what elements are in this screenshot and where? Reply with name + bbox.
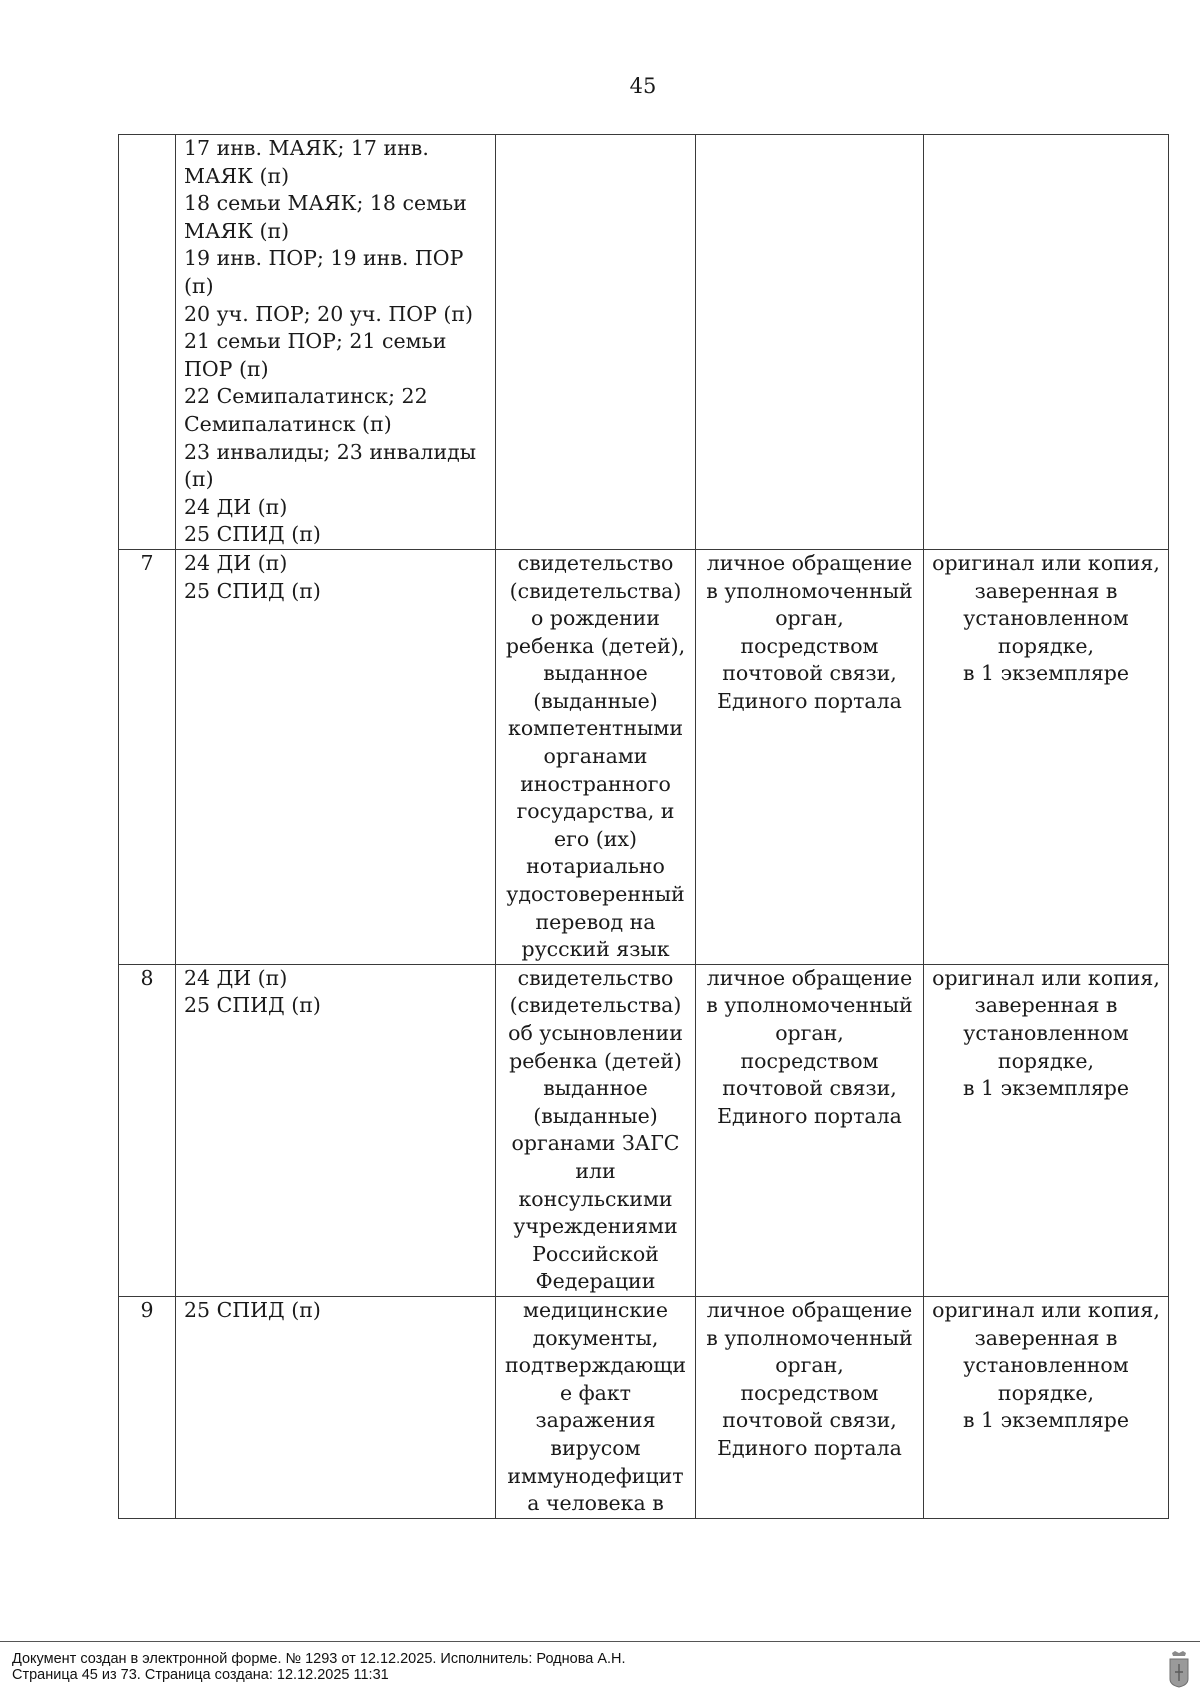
cell-text-line: органами ЗАГС bbox=[511, 1131, 680, 1156]
cell-text-line: нотариально bbox=[526, 854, 665, 879]
cell-text-line: Единого портала bbox=[717, 1435, 902, 1460]
cell-text-line: выданное bbox=[543, 1076, 648, 1101]
cell-text-line: орган, посредством bbox=[740, 606, 879, 658]
document-cell bbox=[496, 1296, 696, 1518]
category-cell bbox=[176, 135, 496, 550]
cell-text-line: орган, посредством bbox=[740, 1021, 879, 1073]
cell-text-line: 25 СПИД (п) bbox=[184, 1297, 321, 1322]
cell-text-line: заверенная в bbox=[974, 578, 1118, 603]
cell-text-line: (выданные) bbox=[533, 1103, 658, 1128]
document-cell bbox=[496, 964, 696, 1296]
cell-text-line: Единого портала bbox=[717, 1103, 902, 1128]
submission-method-cell bbox=[696, 964, 924, 1296]
cell-text-line: свидетельство bbox=[517, 550, 674, 575]
cell-text-line: 19 инв. ПОР; 19 инв. ПОР bbox=[184, 246, 464, 271]
cell-text-line: почтовой связи, bbox=[722, 661, 897, 686]
footer-line-1: Документ создан в электронной форме. № 1293 от 12.12.2025. Исполнитель: Роднова А.Н. bbox=[12, 1651, 626, 1667]
cell-text-line: (п) bbox=[184, 467, 214, 492]
documents-table bbox=[118, 134, 1169, 1519]
cell-text-line: Единого портала bbox=[717, 688, 902, 713]
document-form-cell bbox=[924, 549, 1169, 964]
cell-text-line: 24 ДИ (п) bbox=[184, 494, 288, 519]
cell-text-line: МАЯК (п) bbox=[184, 163, 290, 188]
cell-text-line: ПОР (п) bbox=[184, 356, 269, 381]
cell-text-line: оригинал или копия, bbox=[932, 550, 1160, 575]
cell-text-line: русский язык bbox=[521, 937, 670, 962]
cell-text-line: е факт bbox=[559, 1380, 632, 1405]
cell-text-line: заражения bbox=[535, 1408, 656, 1433]
cell-text-line: личное обращение bbox=[706, 550, 913, 575]
cell-text-line: 24 ДИ (п) bbox=[184, 550, 288, 575]
cell-text-line: государства, и bbox=[516, 799, 675, 824]
cell-text-line: иностранного bbox=[520, 771, 671, 796]
row-number-cell: 9 bbox=[119, 1296, 176, 1518]
page-number: 45 bbox=[629, 74, 657, 98]
cell-text-line: 17 инв. МАЯК; 17 инв. bbox=[184, 136, 429, 160]
footer-line-2: Страница 45 из 73. Страница создана: 12.12.2025 11:31 bbox=[12, 1667, 389, 1683]
cell-text-line: почтовой связи, bbox=[722, 1408, 897, 1433]
document-form-cell bbox=[924, 964, 1169, 1296]
cell-text-line: 25 СПИД (п) bbox=[184, 993, 321, 1018]
cell-text-line: в уполномоченный bbox=[706, 578, 913, 603]
coat-of-arms-icon bbox=[1168, 1650, 1190, 1688]
document-footer bbox=[0, 1641, 1200, 1699]
cell-text-line: 20 уч. ПОР; 20 уч. ПОР (п) bbox=[184, 301, 474, 326]
cell-text-line: заверенная в bbox=[974, 993, 1118, 1018]
cell-text-line: или bbox=[575, 1158, 616, 1183]
cell-text-line: а человека в bbox=[527, 1491, 664, 1516]
cell-text-line: в уполномоченный bbox=[706, 993, 913, 1018]
cell-text-line: ребенка (детей), bbox=[505, 633, 686, 658]
document-form-cell bbox=[924, 135, 1169, 550]
row-number-cell bbox=[119, 135, 176, 550]
cell-text-line: в уполномоченный bbox=[706, 1325, 913, 1350]
cell-text-line: порядке, bbox=[997, 633, 1095, 658]
cell-text-line: оригинал или копия, bbox=[932, 965, 1160, 990]
cell-text-line: установленном bbox=[963, 1021, 1129, 1045]
submission-method-cell bbox=[696, 549, 924, 964]
cell-text-line: в 1 экземпляре bbox=[962, 1408, 1130, 1433]
cell-text-line: перевод на bbox=[535, 909, 656, 934]
cell-text-line: об усыновлении bbox=[508, 1021, 683, 1045]
cell-text-line: органами bbox=[543, 744, 648, 769]
cell-text-line: 23 инвалиды; 23 инвалиды bbox=[184, 439, 477, 464]
cell-text-line: МАЯК (п) bbox=[184, 218, 290, 243]
cell-text-line: его (их) bbox=[554, 826, 637, 851]
cell-text-line: иммунодефицит bbox=[507, 1463, 684, 1488]
table-row bbox=[119, 549, 1169, 964]
cell-text-line: учреждениями bbox=[513, 1214, 678, 1239]
cell-text-line: консульскими bbox=[518, 1186, 673, 1211]
cell-text-line: порядке, bbox=[997, 1380, 1095, 1405]
cell-text-line: о рождении bbox=[531, 606, 660, 631]
cell-text-line: заверенная в bbox=[974, 1325, 1118, 1350]
cell-text-line: 22 Семипалатинск; 22 bbox=[184, 384, 428, 409]
cell-text-line: подтверждающи bbox=[504, 1353, 687, 1378]
cell-text-line: 24 ДИ (п) bbox=[184, 965, 288, 990]
category-cell bbox=[176, 549, 496, 964]
cell-text-line: орган, посредством bbox=[740, 1353, 879, 1405]
cell-text-line: выданное bbox=[543, 661, 648, 686]
submission-method-cell bbox=[696, 135, 924, 550]
submission-method-cell bbox=[696, 1296, 924, 1518]
cell-text-line: 21 семьи ПОР; 21 семьи bbox=[184, 329, 447, 354]
cell-text-line: свидетельство bbox=[517, 965, 674, 990]
cell-text-line: установленном bbox=[963, 606, 1129, 631]
cell-text-line: компетентными bbox=[508, 716, 683, 741]
cell-text-line: документы, bbox=[532, 1325, 659, 1350]
cell-text-line: (выданные) bbox=[533, 688, 658, 713]
cell-text-line: (п) bbox=[184, 273, 214, 298]
cell-text-line: (свидетельства) bbox=[509, 578, 682, 603]
document-form-cell bbox=[924, 1296, 1169, 1518]
cell-text-line: Федерации bbox=[535, 1269, 656, 1294]
cell-text-line: личное обращение bbox=[706, 965, 913, 990]
row-number-cell: 8 bbox=[119, 964, 176, 1296]
table-row bbox=[119, 135, 1169, 550]
cell-text-line: 25 СПИД (п) bbox=[184, 578, 321, 603]
category-cell bbox=[176, 1296, 496, 1518]
document-cell bbox=[496, 549, 696, 964]
category-cell bbox=[176, 964, 496, 1296]
cell-text-line: 18 семьи МАЯК; 18 семьи bbox=[184, 191, 467, 216]
cell-text-line: медицинские bbox=[523, 1297, 668, 1322]
cell-text-line: удостоверенный bbox=[506, 882, 685, 907]
cell-text-line: ребенка (детей) bbox=[509, 1048, 682, 1073]
cell-text-line: почтовой связи, bbox=[722, 1076, 897, 1101]
row-number-cell: 7 bbox=[119, 549, 176, 964]
cell-text-line: в 1 экземпляре bbox=[962, 661, 1130, 686]
cell-text-line: порядке, bbox=[997, 1048, 1095, 1073]
cell-text-line: 25 СПИД (п) bbox=[184, 522, 321, 547]
cell-text-line: (свидетельства) bbox=[509, 993, 682, 1018]
table-row bbox=[119, 1296, 1169, 1518]
cell-text-line: Российской bbox=[532, 1241, 659, 1266]
document-cell bbox=[496, 135, 696, 550]
cell-text-line: оригинал или копия, bbox=[932, 1297, 1160, 1322]
cell-text-line: вирусом bbox=[550, 1435, 641, 1460]
cell-text-line: в 1 экземпляре bbox=[962, 1076, 1130, 1101]
cell-text-line: личное обращение bbox=[706, 1297, 913, 1322]
cell-text-line: Семипалатинск (п) bbox=[184, 411, 392, 436]
cell-text-line: установленном bbox=[963, 1353, 1129, 1378]
table-row bbox=[119, 964, 1169, 1296]
